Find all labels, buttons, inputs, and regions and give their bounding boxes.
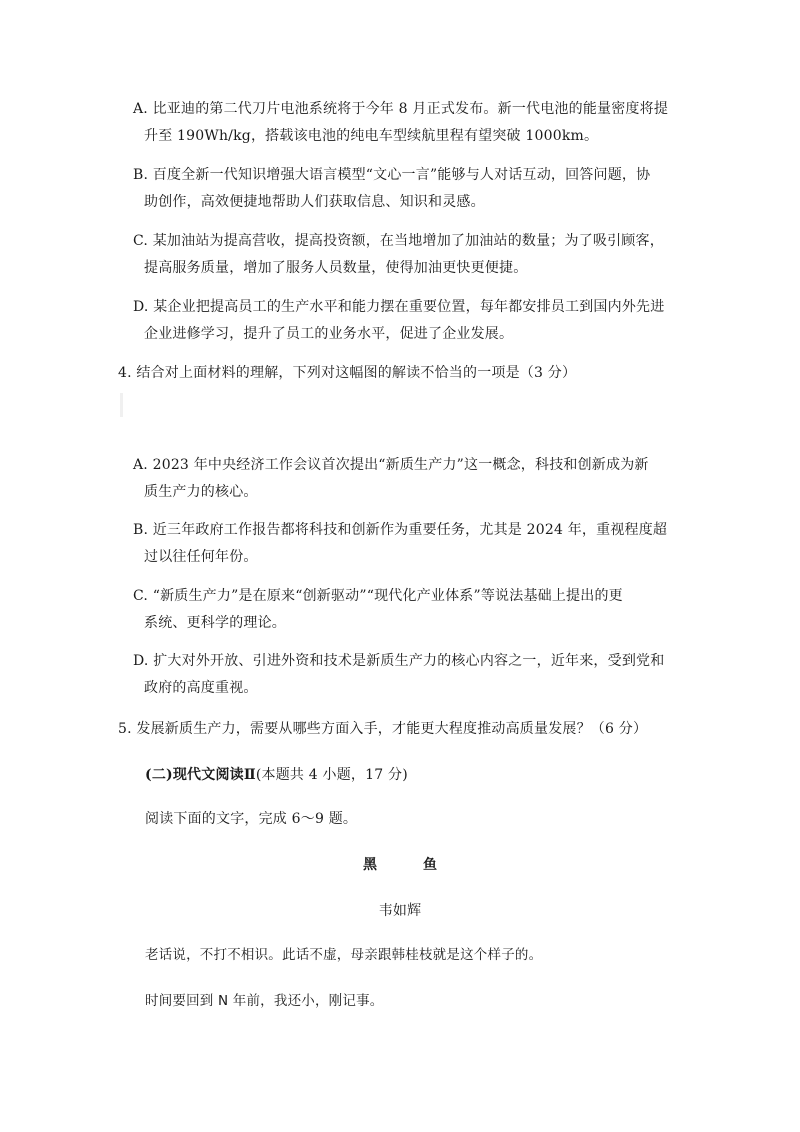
- q4-stem: 4. 结合对上面材料的理解，下列对这幅图的解读不恰当的一项是（3 分）: [118, 365, 577, 381]
- q5-stem: 5. 发展新质生产力，需要从哪些方面入手，才能更大程度推动高质量发展？（6 分）: [118, 721, 648, 737]
- story-paragraph-2: 时间要回到 N 年前，我还小，刚记事。: [145, 993, 384, 1009]
- story-title: [0, 852, 800, 879]
- q3-option-d-line2: 企业进修学习，提升了员工的业务水平，促进了企业发展。: [144, 326, 514, 342]
- q4-option-a: [133, 452, 693, 506]
- faint-image-placeholder: [120, 393, 123, 417]
- q4-option-b-line2: 过以往任何年份。: [144, 549, 258, 565]
- q3-option-c-line1: C. 某加油站为提高营收，提高投资额，在当地增加了加油站的数量；为了吸引顾客，: [133, 233, 664, 249]
- q4-option-b-line1: B. 近三年政府工作报告都将科技和创新作为重要任务，尤其是 2024 年，重视程度超: [133, 522, 668, 538]
- section-heading-title: (二)现代文阅读Ⅱ: [145, 767, 256, 783]
- story-title-char2: 鱼: [423, 857, 437, 873]
- q3-option-c: [133, 228, 693, 282]
- q4-option-c-line1: C. “新质生产力”是在原来“创新驱动”“现代化产业体系”等说法基础上提出的更: [133, 588, 623, 604]
- q3-option-b-line2: 助创作，高效便捷地帮助人们获取信息、知识和灵感。: [144, 194, 485, 210]
- q4-option-a-line2: 质生产力的核心。: [144, 484, 258, 500]
- q3-option-b: [133, 162, 693, 216]
- q3-option-a-line2: 升至 190Wh/kg，搭载该电池的纯电车型续航里程有望突破 1000km。: [144, 128, 599, 144]
- q3-option-c-line2: 提高服务质量，增加了服务人员数量，使得加油更快更便捷。: [144, 260, 528, 276]
- q4-option-d: [133, 648, 693, 702]
- story-author: 韦如辉: [378, 903, 422, 919]
- q4-option-c: [133, 583, 693, 637]
- section-heading-note: (本题共 4 小题，17 分): [255, 767, 408, 783]
- q4-option-b: [133, 517, 693, 571]
- story-paragraph-1: 老话说，不打不相识。此话不虚，母亲跟韩桂枝就是这个样子的。: [145, 947, 543, 963]
- q4-option-d-line1: D. 扩大对外开放、引进外资和技术是新质生产力的核心内容之一，近年来，受到党和: [133, 653, 665, 669]
- q3-option-b-line1: B. 百度全新一代知识增强大语言模型“文心一言”能够与人对话互动，回答问题，协: [133, 167, 651, 183]
- q3-option-d: [133, 294, 693, 348]
- q4-option-c-line2: 系统、更科学的理论。: [144, 615, 286, 631]
- reading-instruction: 阅读下面的文字，完成 6～9 题。: [145, 811, 358, 827]
- q3-option-a-line1: A. 比亚迪的第二代刀片电池系统将于今年 8 月正式发布。新一代电池的能量密度将提: [133, 101, 669, 117]
- q3-option-a: [133, 96, 693, 150]
- section-heading: [145, 762, 408, 789]
- q3-option-d-line1: D. 某企业把提高员工的生产水平和能力摆在重要位置，每年都安排员工到国内外先进: [133, 299, 665, 315]
- q4-option-d-line2: 政府的高度重视。: [144, 680, 258, 696]
- q4-option-a-line1: A. 2023 年中央经济工作会议首次提出“新质生产力”这一概念，科技和创新成为新: [133, 457, 649, 473]
- story-title-char1: 黑: [363, 857, 377, 873]
